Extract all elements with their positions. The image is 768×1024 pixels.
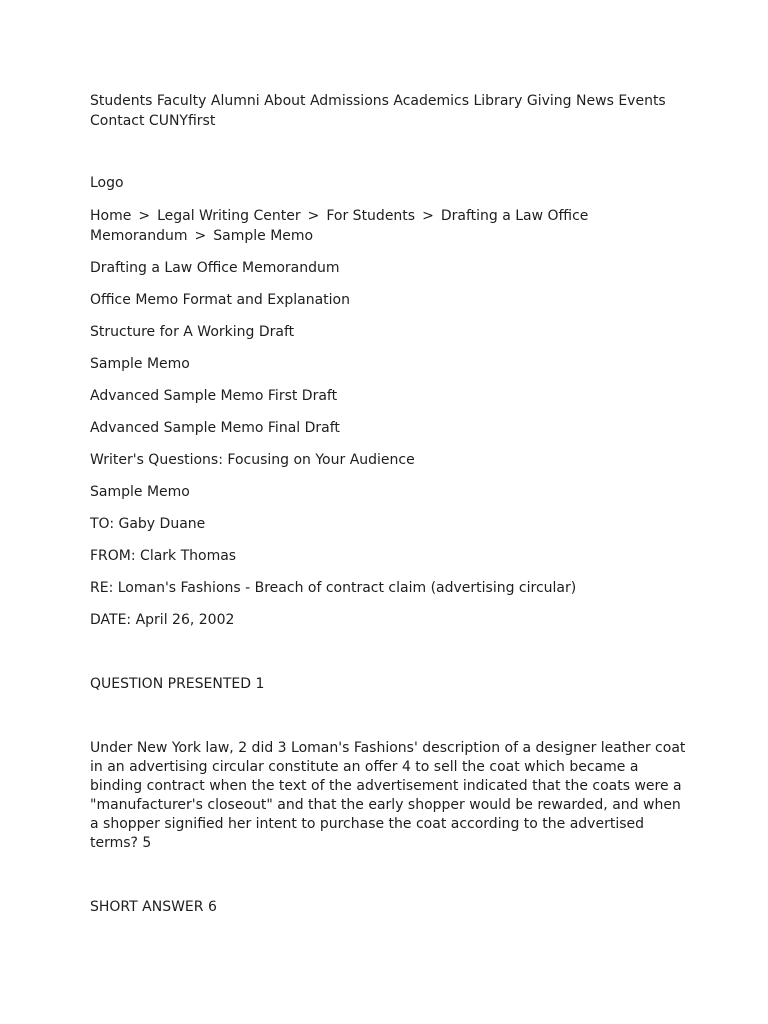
memo-re: RE: Loman's Fashions - Breach of contract claim (advertising circular)	[90, 580, 577, 596]
breadcrumb-legal-writing-center[interactable]: Legal Writing Center	[157, 208, 301, 224]
memo-date: DATE: April 26, 2002	[90, 612, 235, 628]
section-link-memo-format[interactable]: Office Memo Format and Explanation	[90, 292, 350, 308]
nav-admissions[interactable]: Admissions	[309, 93, 389, 109]
breadcrumb-current: Sample Memo	[213, 228, 314, 244]
memo-heading: Sample Memo	[90, 484, 190, 500]
question-presented-text: Under New York law, 2 did 3 Loman's Fashions' description of a designer leather coat in an advertising circular constitute an offer 4 to sell the coat which became a binding contract when the text of the advertisement indicated that the coats were a "manufacturer's closeout" and that the early shopper would be rewarded, and when a shopper signified her intent to purchase the coat according to the advertised terms? 5	[90, 740, 686, 851]
question-presented-heading: QUESTION PRESENTED 1	[90, 676, 265, 692]
nav-alumni[interactable]: Alumni	[210, 93, 260, 109]
section-link-advanced-final-draft[interactable]: Advanced Sample Memo Final Draft	[90, 420, 340, 436]
nav-academics[interactable]: Academics	[393, 93, 470, 109]
section-link-sample-memo[interactable]: Sample Memo	[90, 356, 190, 372]
nav-students[interactable]: Students	[90, 93, 153, 109]
breadcrumb-home[interactable]: Home	[90, 208, 132, 224]
section-nav	[90, 259, 690, 470]
breadcrumb-separator: >	[422, 208, 434, 224]
nav-giving[interactable]: Giving	[526, 93, 572, 109]
breadcrumb-separator: >	[307, 208, 320, 224]
site-logo[interactable]: Logo	[90, 175, 124, 191]
nav-cunyfirst[interactable]: CUNYfirst	[148, 113, 216, 129]
nav-library[interactable]: Library	[473, 93, 523, 109]
breadcrumb-separator: >	[138, 208, 151, 224]
breadcrumb	[90, 206, 690, 246]
section-link-writers-questions[interactable]: Writer's Questions: Focusing on Your Audience	[90, 452, 415, 468]
nav-events[interactable]: Events	[618, 93, 666, 109]
nav-contact[interactable]: Contact	[90, 113, 145, 129]
memo-to: TO: Gaby Duane	[90, 516, 206, 532]
section-link-advanced-first-draft[interactable]: Advanced Sample Memo First Draft	[90, 388, 338, 404]
breadcrumb-separator: >	[194, 228, 207, 244]
section-link-drafting-memo[interactable]: Drafting a Law Office Memorandum	[90, 260, 340, 276]
memo-from: FROM: Clark Thomas	[90, 548, 237, 564]
document-page	[90, 91, 690, 917]
nav-faculty[interactable]: Faculty	[156, 93, 207, 109]
top-nav	[90, 91, 690, 131]
breadcrumb-drafting-memo[interactable]: Drafting a Law Office Memorandum	[90, 208, 589, 244]
nav-about[interactable]: About	[264, 93, 306, 109]
nav-news[interactable]: News	[576, 93, 614, 109]
short-answer-heading: SHORT ANSWER 6	[90, 899, 217, 915]
section-link-working-draft[interactable]: Structure for A Working Draft	[90, 324, 295, 340]
breadcrumb-for-students[interactable]: For Students	[326, 208, 416, 224]
